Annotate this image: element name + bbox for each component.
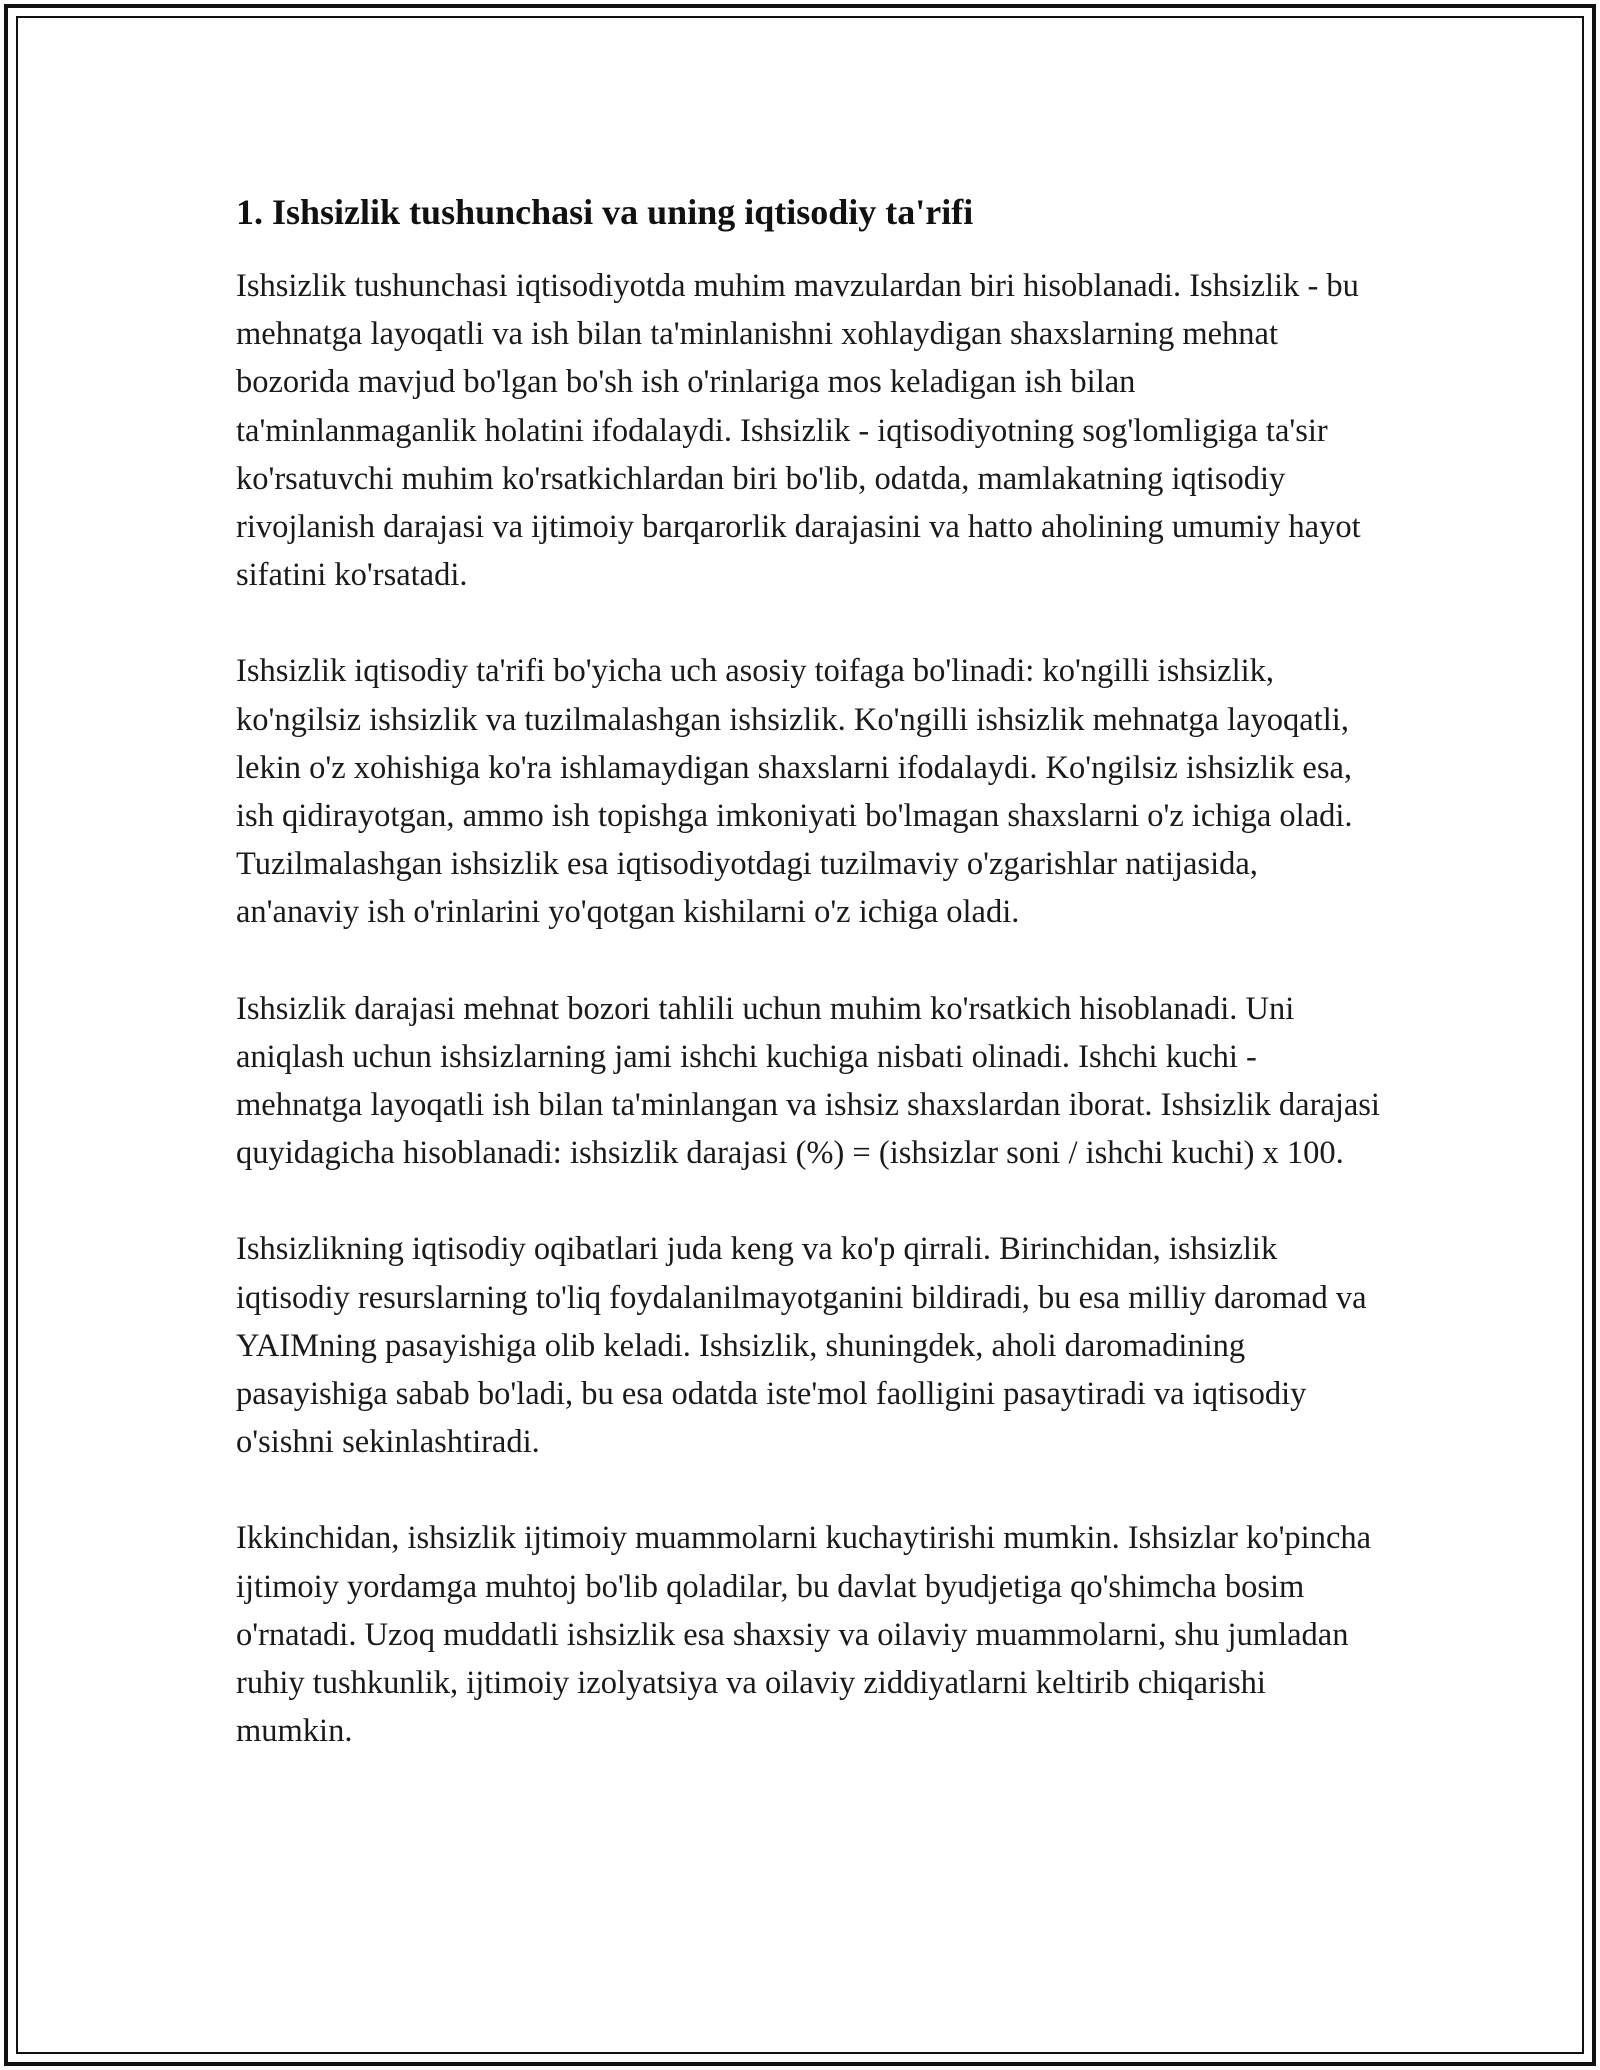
document-body — [236, 186, 1381, 1803]
paragraph-types: Ishsizlik iqtisodiy ta'rifi bo'yicha uch asosiy toifaga bo'linadi: ko'ngilli ishsizlik, ko'ngilsiz ishsizlik va tuzilmalashgan ishsizlik. Ko'ngilli ishsizlik mehnatga layoqatli, lekin o'z xohishiga ko'ra ishlamaydigan shaxslarni ifodalaydi. Ko'ngilsiz ishsizlik esa, ish qidirayotgan, ammo ish topishga imkoniyati bo'lmagan shaxslarni o'z ichiga oladi. Tuzilmalashgan ishsizlik esa iqtisodiyotdagi tuzilmaviy o'zgarishlar natijasida, an'anaviy ish o'rinlarini yo'qotgan kishilarni o'z ichiga oladi. — [236, 653, 1353, 931]
paragraph-definition: Ishsizlik tushunchasi iqtisodiyotda muhim mavzulardan biri hisoblanadi. Ishsizlik - bu mehnatga layoqatli va ish bilan ta'minlanishni xohlaydigan shaxslarning mehnat bozorida mavjud bo'lgan bo'sh ish o'rinlariga mos keladigan ish bilan ta'minlanmaganlik holatini ifodalaydi. Ishsizlik - iqtisodiyotning sog'lomligiga ta'sir ko'rsatuvchi muhim ko'rsatkichlardan biri bo'lib, odatda, mamlakatning iqtisodiy rivojlanish darajasi va ijtimoiy barqarorlik darajasini va hatto aholining umumiy hayot sifatini ko'rsatadi. — [236, 268, 1361, 594]
paragraph-economic-consequences: Ishsizlikning iqtisodiy oqibatlari juda keng va ko'p qirrali. Birinchidan, ishsizlik iqtisodiy resurslarning to'liq foydalanilmayotganini bildiradi, bu esa milliy daromad va YAIMning pasayishiga olib keladi. Ishsizlik, shuningdek, aholi daromadining pasayishiga sabab bo'ladi, bu esa odatda iste'mol faolligini pasaytiradi va iqtisodiy o'sishni sekinlashtiradi. — [236, 1231, 1367, 1461]
section-heading: 1. Ishsizlik tushunchasi va uning iqtisodiy ta'rifi — [236, 192, 974, 232]
paragraph-rate: Ishsizlik darajasi mehnat bozori tahlili uchun muhim ko'rsatkich hisoblanadi. Uni aniqlash uchun ishsizlarning jami ishchi kuchiga nisbati olinadi. Ishchi kuchi - mehnatga layoqatli ish bilan ta'minlangan va ishsiz shaxslardan iborat. Ishsizlik darajasi quyidagicha hisoblanadi: ishsizlik darajasi (%) = (ishsizlar soni / ishchi kuchi) x 100. — [236, 990, 1380, 1172]
paragraph-social-consequences: Ikkinchidan, ishsizlik ijtimoiy muammolarni kuchaytirishi mumkin. Ishsizlar ko'pincha ijtimoiy yordamga muhtoj bo'lib qoladilar, bu davlat byudjetiga qo'shimcha bosim o'rnatadi. Uzoq muddatli ishsizlik esa shaxsiy va oilaviy muammolarni, shu jumladan ruhiy tushkunlik, ijtimoiy izolyatsiya va oilaviy ziddiyatlarni keltirib chiqarishi mumkin. — [236, 1520, 1372, 1750]
